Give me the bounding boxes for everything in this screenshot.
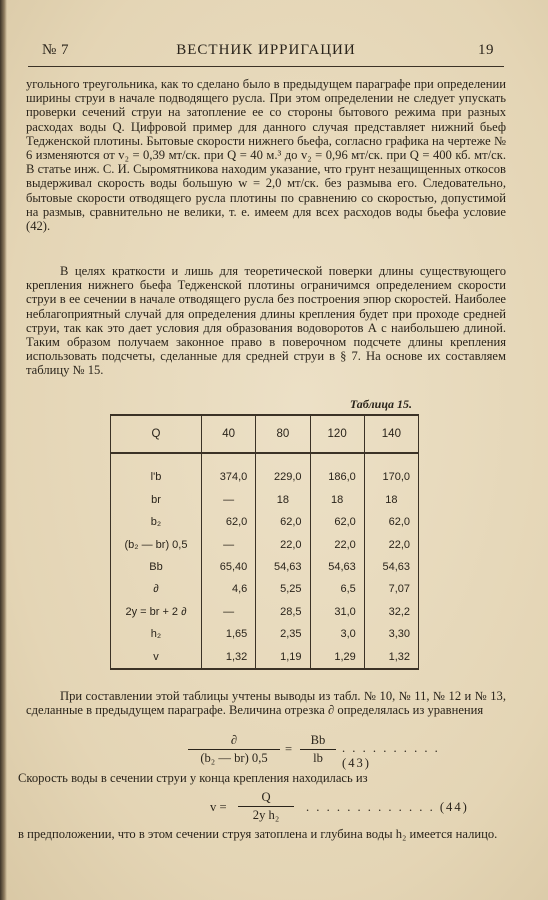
table-cell: 1,65 <box>202 623 256 645</box>
issue-number: № 7 <box>42 42 70 58</box>
table-header-cell: 40 <box>202 415 256 453</box>
table-cell: 374,0 <box>202 453 256 489</box>
table-header-row <box>111 415 419 453</box>
table-cell: 3,0 <box>310 623 364 645</box>
fraction-bar <box>188 749 280 750</box>
table-row <box>111 453 419 489</box>
table-cell: — <box>202 489 256 511</box>
table-header-cell: 120 <box>310 415 364 453</box>
table-cell: 54,63 <box>364 556 418 578</box>
numerator: ∂ <box>230 733 238 747</box>
journal-title: ВЕСТНИК ИРРИГАЦИИ <box>176 42 356 58</box>
table-cell: 170,0 <box>364 453 418 489</box>
table-header-cell: 80 <box>256 415 310 453</box>
table-cell: 22,0 <box>364 533 418 555</box>
page-binding-shadow <box>0 0 7 900</box>
header-rule <box>28 66 504 67</box>
table-cell: 229,0 <box>256 453 310 489</box>
table-caption: Таблица 15. <box>349 397 412 411</box>
fraction <box>238 790 294 823</box>
table-cell: 32,2 <box>364 601 418 623</box>
paragraph-3: При составлении этой таблицы учтены выводы из табл. № 10, № 11, № 12 и № 13, сделанные в предыдущем параграфе. Величина отрезка ∂ определялась из уравнения <box>26 689 506 718</box>
fraction-left <box>188 733 280 766</box>
row-label: v <box>111 646 202 670</box>
table-cell: 31,0 <box>310 601 364 623</box>
table-row <box>111 489 419 511</box>
row-label: b₂ <box>111 511 202 533</box>
row-label: Bb <box>111 556 202 578</box>
table-row <box>111 646 419 670</box>
table-cell: 28,5 <box>256 601 310 623</box>
table-row <box>111 556 419 578</box>
numerator: Q <box>261 790 271 804</box>
fraction-right <box>300 733 336 766</box>
equation-lhs: v = <box>210 800 227 814</box>
table-cell: 65,40 <box>202 556 256 578</box>
table-cell: 4,6 <box>202 578 256 600</box>
equation-43 <box>188 733 468 769</box>
running-header <box>28 40 504 62</box>
table-cell: 18 <box>364 489 418 511</box>
table-row <box>111 533 419 555</box>
table-cell: 6,5 <box>310 578 364 600</box>
table-cell: — <box>202 533 256 555</box>
table-header-cell: Q <box>111 415 202 453</box>
equation-44 <box>210 790 490 826</box>
equation-number: . . . . . . . . . . . . . (44) <box>306 800 469 814</box>
fraction-bar <box>238 806 294 807</box>
table-row <box>111 511 419 533</box>
equation-number: . . . . . . . . . . (43) <box>342 741 440 770</box>
table-cell: 22,0 <box>256 533 310 555</box>
paragraph-1: угольного треугольника, как то сделано было в предыдущем параграфе при определении ширины струи в начале подводящего русла. При этом определении не следует упускать проверки сечений струи на затопление ее со стороны бытового режима при разных расходах воды Q. Цифровой пример для данного случая представляет нижний бьеф Теджeнской плотины. Бытовые скорости нижнего бьефа, согласно графика на чертеже № 6 изменяются от v₂ = 0,39 мт/ск. при Q = 40 м.³ до v₂ = 0,96 мт/ск. при Q = 400 кб. мт/ск. В статье инж. С. И. Сыромятникова находим указание, что грунт незащищенных откосов выдерживал скорость воды большую w = 2,0 мт/ск. без размыва его. Следовательно, бытовые скорости отводящего русла плотины по сравнению со скоростью, допустимой на размыв, сравнительно не велики, т. е. имеем для всех расходов воды бьефа условие (42). <box>26 77 506 234</box>
table-cell: 5,25 <box>256 578 310 600</box>
page-number: 19 <box>478 42 494 58</box>
paragraph-4: Скорость воды в сечении струи у конца крепления находилась из <box>18 771 368 785</box>
table-cell: 1,32 <box>364 646 418 670</box>
table-cell: 3,30 <box>364 623 418 645</box>
table-cell: 1,29 <box>310 646 364 670</box>
row-label: 2y = br + 2 ∂ <box>111 601 202 623</box>
table-cell: 1,19 <box>256 646 310 670</box>
numerator: Bb <box>310 733 326 747</box>
table-cell: 62,0 <box>364 511 418 533</box>
row-label: ∂ <box>111 578 202 600</box>
row-label: h₂ <box>111 623 202 645</box>
row-label: (b₂ — br) 0,5 <box>111 533 202 555</box>
denominator: lb <box>313 751 323 765</box>
table-cell: 2,35 <box>256 623 310 645</box>
equals-sign: = <box>285 742 293 756</box>
table-cell: 1,32 <box>202 646 256 670</box>
table-cell: 54,63 <box>256 556 310 578</box>
table-cell: 22,0 <box>310 533 364 555</box>
row-label: br <box>111 489 202 511</box>
paragraph-2: В целях краткости и лишь для теоретической поверки длины существующего крепления нижнего бьефа Теджeнской плотины ограничимся определением скорости струи в ее сечении в начале отводящего русла без построения эпюр скоростей. Наиболее неблагоприятный случай для определения длины крепления будет при проходе средней струи, так как это дает условия для образования водоворотов А с наибольшею длиной. Таким образом получаем законное право в поверочном подсчете длины крепления использовать подсчеты, сделанные для средней струи в § 7. На основе их составляем таблицу № 15. <box>26 264 506 378</box>
table-row <box>111 623 419 645</box>
denominator: 2y h₂ <box>252 808 280 822</box>
table-cell: 54,63 <box>310 556 364 578</box>
fraction-bar <box>300 749 336 750</box>
table-cell: 7,07 <box>364 578 418 600</box>
table-cell: 62,0 <box>202 511 256 533</box>
table-15 <box>110 414 419 670</box>
paragraph-5: в предположении, что в этом сечении струя затоплена и глубина воды h₂ имеется налицо. <box>18 827 498 841</box>
table-cell: 62,0 <box>256 511 310 533</box>
table-cell: 18 <box>310 489 364 511</box>
table-header-cell: 140 <box>364 415 418 453</box>
table-cell: 186,0 <box>310 453 364 489</box>
table-row <box>111 578 419 600</box>
row-label: l'b <box>111 453 202 489</box>
table-cell: — <box>202 601 256 623</box>
table-cell: 62,0 <box>310 511 364 533</box>
denominator: (b₂ — br) 0,5 <box>200 751 268 765</box>
table-row <box>111 601 419 623</box>
table-cell: 18 <box>256 489 310 511</box>
